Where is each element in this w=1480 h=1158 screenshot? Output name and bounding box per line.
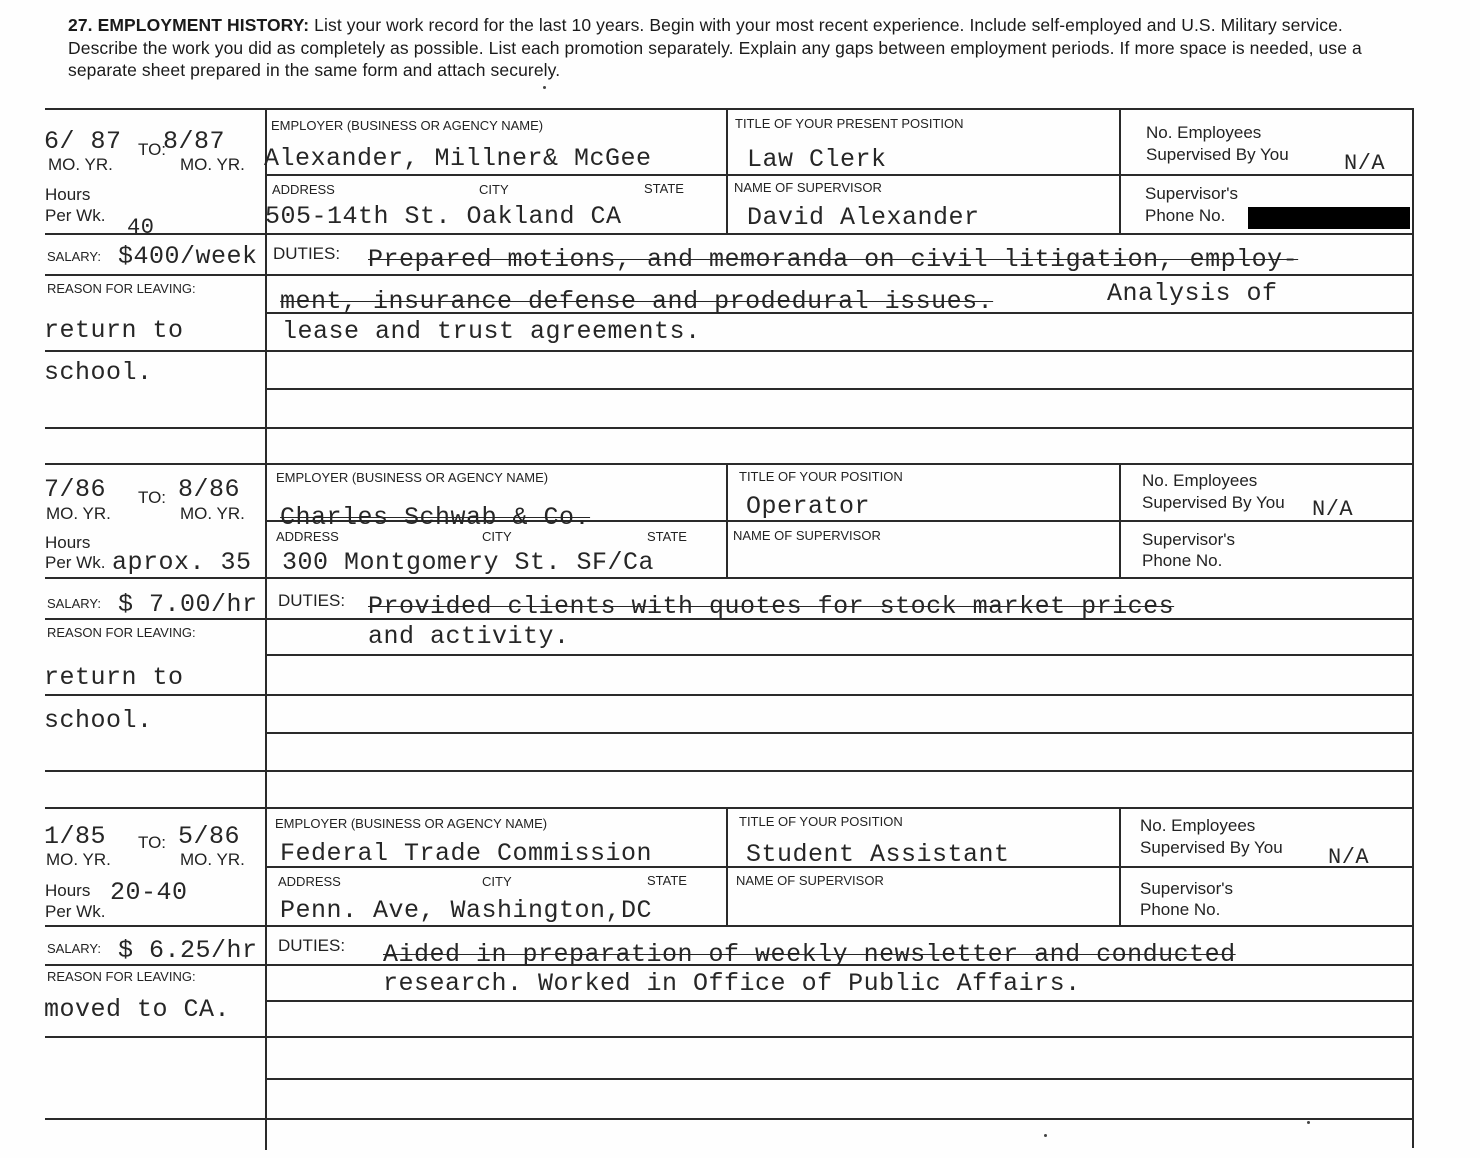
supervisor-label: NAME OF SUPERVISOR bbox=[734, 180, 882, 195]
duties-line-2: ment, insurance defense and prodedural issues. bbox=[280, 287, 994, 316]
address-value: 505-14th St. Oakland CA bbox=[265, 202, 622, 231]
no-employees-label: No. Employees bbox=[1146, 123, 1262, 142]
supervisor-label: NAME OF SUPERVISOR bbox=[736, 873, 884, 888]
employer-value: Federal Trade Commission bbox=[280, 839, 653, 868]
state-label: STATE bbox=[647, 529, 687, 544]
supervised-label: Supervised By You bbox=[1146, 145, 1289, 164]
to-label: TO: bbox=[138, 833, 167, 852]
city-label: CITY bbox=[479, 182, 509, 197]
employer-label: EMPLOYER (BUSINESS OR AGENCY NAME) bbox=[276, 470, 549, 485]
from-date: 7/86 bbox=[44, 475, 107, 504]
title-label: TITLE OF YOUR POSITION bbox=[739, 814, 903, 829]
duties-line-2b: Analysis of bbox=[1107, 279, 1278, 308]
state-label: STATE bbox=[644, 181, 684, 196]
from-mo-yr-label: MO. YR. bbox=[46, 850, 111, 869]
hours-label: Hours bbox=[45, 185, 91, 204]
no-employees-value: N/A bbox=[1328, 845, 1370, 870]
address-label: ADDRESS bbox=[278, 874, 341, 889]
supervised-label: Supervised By You bbox=[1142, 493, 1285, 512]
to-mo-yr-label: MO. YR. bbox=[180, 504, 245, 523]
supervisors-label: Supervisor's bbox=[1140, 879, 1234, 898]
scan-speck bbox=[1044, 1134, 1047, 1137]
duties-label: DUTIES: bbox=[273, 244, 341, 263]
from-mo-yr-label: MO. YR. bbox=[46, 504, 111, 523]
title-value: Law Clerk bbox=[747, 145, 887, 174]
duties-label: DUTIES: bbox=[278, 591, 346, 610]
to-date: 5/86 bbox=[178, 822, 241, 851]
no-employees-label: No. Employees bbox=[1140, 816, 1256, 835]
per-wk-label: Per Wk. bbox=[45, 206, 106, 225]
duties-line-2: and activity. bbox=[368, 622, 570, 651]
title-label: TITLE OF YOUR POSITION bbox=[739, 469, 903, 484]
section-heading: 27. EMPLOYMENT HISTORY: bbox=[68, 15, 310, 35]
address-label: ADDRESS bbox=[272, 182, 335, 197]
from-mo-yr-label: MO. YR. bbox=[48, 155, 113, 174]
phone-label: Phone No. bbox=[1142, 551, 1223, 570]
section-intro bbox=[68, 14, 1378, 82]
address-value: 300 Montgomery St. SF/Ca bbox=[282, 548, 655, 577]
phone-label: Phone No. bbox=[1145, 206, 1226, 225]
reason-label: REASON FOR LEAVING: bbox=[47, 969, 196, 984]
hours-value: 40 bbox=[127, 215, 155, 240]
duties-line-1: Prepared motions, and memoranda on civil litigation, employ- bbox=[368, 245, 1299, 274]
reason-label: REASON FOR LEAVING: bbox=[47, 281, 196, 296]
salary-label: SALARY: bbox=[47, 941, 101, 956]
duties-line-1: Aided in preparation of weekly newsletter and conducted bbox=[383, 940, 1236, 969]
supervisors-label: Supervisor's bbox=[1145, 184, 1239, 203]
section-instructions: List your work record for the last 10 years. Begin with your most recent experience. Include self-employed and U.S. Military service. Describe the work you did as completely as possible. List each promotion separately. Explain any gaps between employment periods. If more space is needed, use a separate sheet prepared in the same form and attach securely. bbox=[68, 15, 1362, 80]
duties-line-1: Provided clients with quotes for stock market prices bbox=[368, 592, 1175, 621]
reason-line-2: school. bbox=[44, 358, 153, 387]
phone-label: Phone No. bbox=[1140, 900, 1221, 919]
scan-speck bbox=[543, 86, 546, 89]
title-value: Student Assistant bbox=[746, 840, 1010, 869]
salary-value: $400/week bbox=[118, 242, 258, 271]
to-date: 8/87 bbox=[163, 127, 226, 156]
no-employees-label: No. Employees bbox=[1142, 471, 1258, 490]
employer-label: EMPLOYER (BUSINESS OR AGENCY NAME) bbox=[275, 816, 548, 831]
salary-label: SALARY: bbox=[47, 596, 101, 611]
duties-label: DUTIES: bbox=[278, 936, 346, 955]
address-label: ADDRESS bbox=[276, 529, 339, 544]
reason-line-1: moved to CA. bbox=[44, 995, 231, 1024]
to-mo-yr-label: MO. YR. bbox=[180, 850, 245, 869]
title-label: TITLE OF YOUR PRESENT POSITION bbox=[735, 116, 964, 131]
redacted-phone bbox=[1248, 207, 1410, 229]
no-employees-value: N/A bbox=[1312, 497, 1354, 522]
hours-label: Hours bbox=[45, 881, 91, 900]
to-mo-yr-label: MO. YR. bbox=[180, 155, 245, 174]
supervised-label: Supervised By You bbox=[1140, 838, 1283, 857]
salary-value: $ 7.00/hr bbox=[118, 590, 258, 619]
employer-value: Charles Schwab & Co. bbox=[280, 503, 591, 532]
city-label: CITY bbox=[482, 529, 512, 544]
hours-value: 20-40 bbox=[110, 878, 188, 907]
scan-speck bbox=[1307, 1121, 1310, 1124]
hours-value: aprox. 35 bbox=[112, 548, 252, 577]
no-employees-value: N/A bbox=[1344, 151, 1386, 176]
duties-line-2: research. Worked in Office of Public Affairs. bbox=[383, 969, 1081, 998]
salary-label: SALARY: bbox=[47, 249, 101, 264]
reason-line-1: return to bbox=[44, 663, 184, 692]
state-label: STATE bbox=[647, 873, 687, 888]
supervisors-label: Supervisor's bbox=[1142, 530, 1236, 549]
city-label: CITY bbox=[482, 874, 512, 889]
per-wk-label: Per Wk. bbox=[45, 902, 106, 921]
employer-label: EMPLOYER (BUSINESS OR AGENCY NAME) bbox=[271, 118, 544, 133]
per-wk-label: Per Wk. bbox=[45, 553, 106, 572]
supervisor-value: David Alexander bbox=[747, 203, 980, 232]
reason-line-2: school. bbox=[44, 706, 153, 735]
to-date: 8/86 bbox=[178, 475, 241, 504]
salary-value: $ 6.25/hr bbox=[118, 936, 258, 965]
employer-value: Alexander, Millner& McGee bbox=[264, 144, 652, 173]
from-date: 1/85 bbox=[44, 822, 107, 851]
from-date: 6/ 87 bbox=[44, 127, 122, 156]
supervisor-label: NAME OF SUPERVISOR bbox=[733, 528, 881, 543]
to-label: TO: bbox=[138, 140, 167, 159]
duties-line-3: lease and trust agreements. bbox=[282, 317, 701, 346]
to-label: TO: bbox=[138, 488, 167, 507]
title-value: Operator bbox=[746, 492, 871, 521]
reason-line-1: return to bbox=[44, 316, 184, 345]
hours-label: Hours bbox=[45, 533, 91, 552]
reason-label: REASON FOR LEAVING: bbox=[47, 625, 196, 640]
address-value: Penn. Ave, Washington,DC bbox=[280, 896, 653, 925]
